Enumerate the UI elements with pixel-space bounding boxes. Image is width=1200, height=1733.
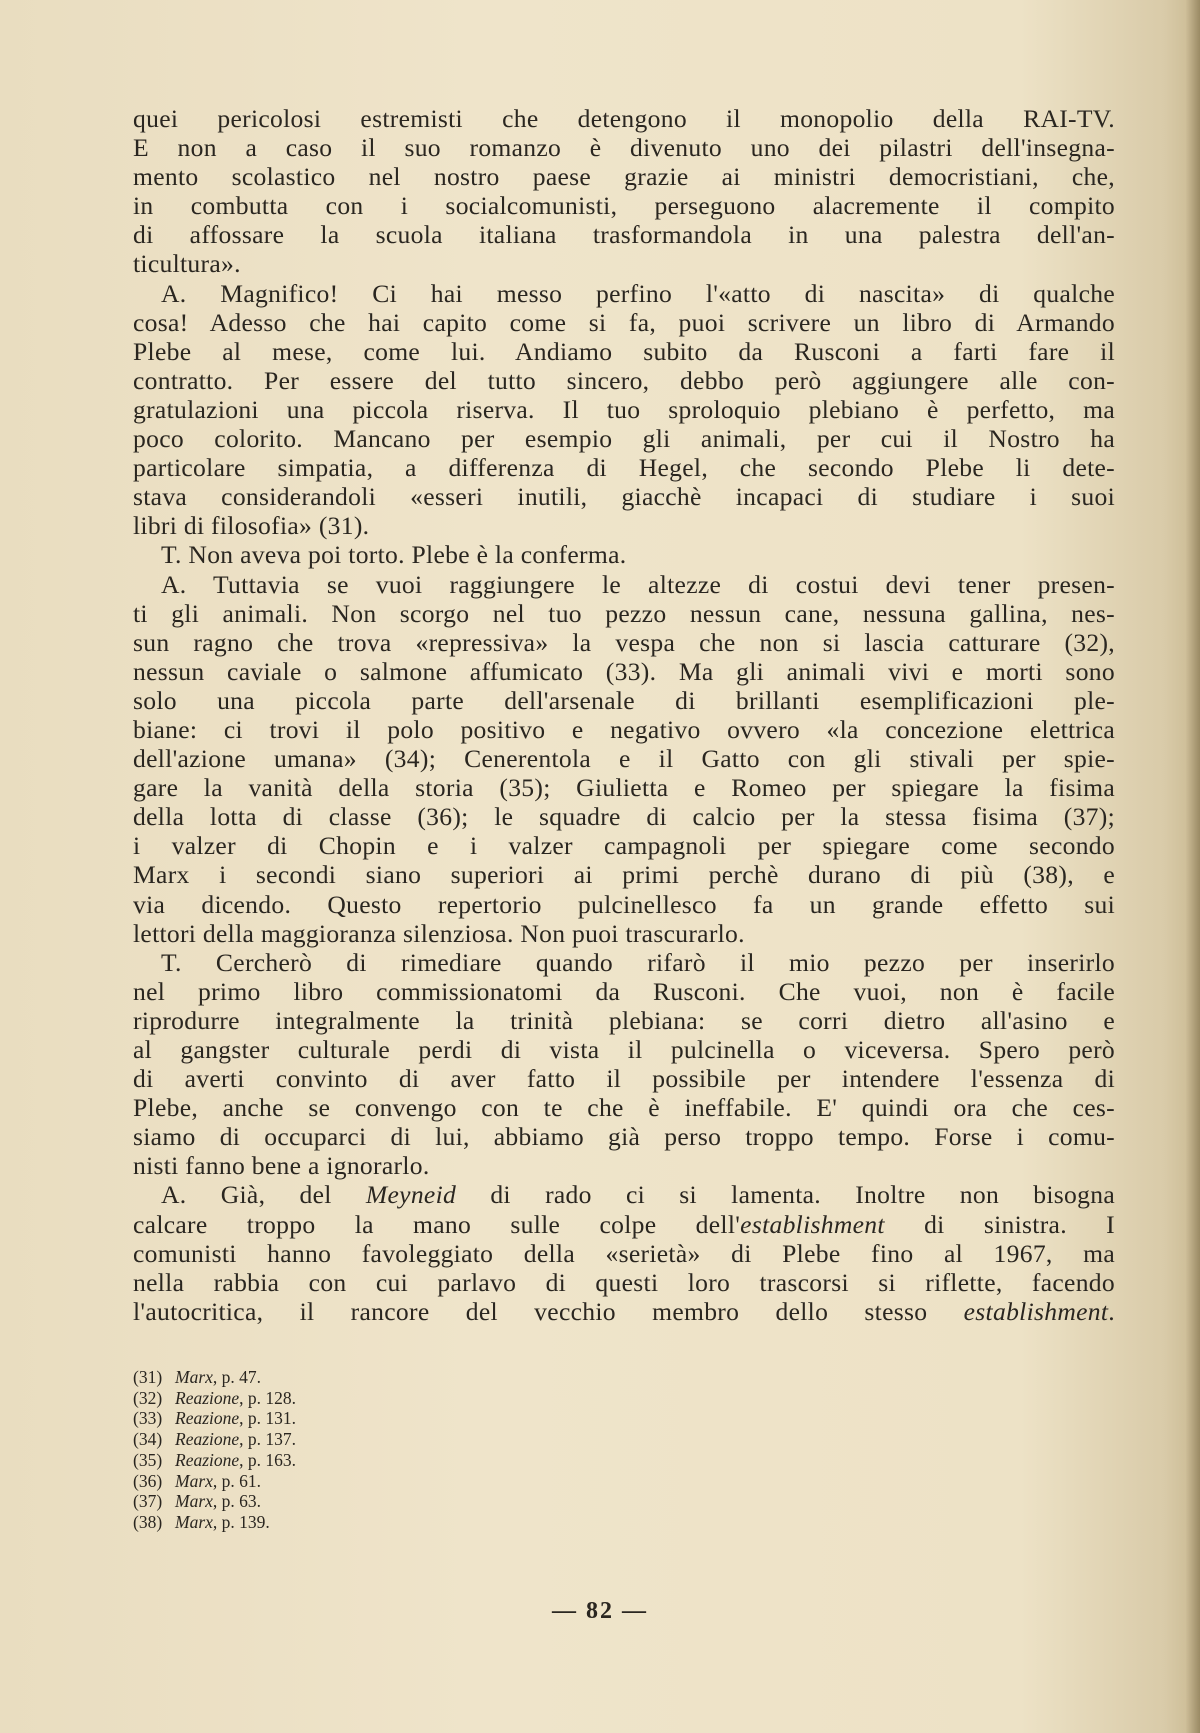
body-line: gare la vanità della storia (35); Giulietta e Romeo per spiegare la fisima [133,773,1115,803]
body-line: E non a caso il suo romanzo è divenuto uno dei pilastri dell'insegna- [133,133,1115,163]
footnote-page: , p. 61. [212,1470,262,1491]
footnote-work: Marx [175,1491,213,1512]
body-line: biane: ci trovi il polo positivo e negativo ovvero «la concezione elettrica [133,714,1115,744]
body-line: gratulazioni una piccola riserva. Il tuo sproloquio plebiano è perfetto, ma [133,394,1115,424]
body-line: dell'azione umana» (34); Cenerentola e il Gatto con gli stivali per spie- [133,744,1115,774]
page-number: — 82 — [552,1598,648,1624]
body-line: solo una piccola parte dell'arsenale di brillanti esemplificazioni ple- [133,685,1115,715]
footnote [133,1491,296,1512]
body-line: ticultura». [133,249,241,279]
body-line: nella rabbia con cui parlavo di questi loro trascorsi si riflette, facendo [133,1267,1115,1297]
body-line: A. Già, del Meyneid di rado ci si lamenta. Inoltre non bisogna [161,1180,1115,1210]
body-line: riprodurre integralmente la trinità plebiana: se corri dietro all'asino e [133,1005,1115,1035]
footnote-page: , p. 163. [239,1449,297,1470]
body-line: contratto. Per essere del tutto sincero, debbo però aggiungere alle con- [133,365,1115,395]
body-line: di affossare la scuola italiana trasformandola in una palestra dell'an- [133,220,1115,250]
footnotes [133,1367,296,1533]
footnote-page: , p. 139. [212,1511,270,1532]
body-line: della lotta di classe (36); le squadre di calcio per la stessa fisima (37); [133,802,1115,832]
body-line: lettori della maggioranza silenziosa. Non puoi trascurarlo. [133,918,745,948]
body-line: T. Non aveva poi torto. Plebe è la conferma. [161,540,627,570]
body-line: sun ragno che trova «repressiva» la vespa che non si lascia catturare (32), [133,627,1115,657]
body-line: comunisti hanno favoleggiato della «serietà» di Plebe fino al 1967, ma [133,1238,1115,1268]
body-line: Marx i secondi siano superiori ai primi perchè durano di più (38), e [133,860,1115,890]
footnote-number: (38) [133,1511,163,1532]
footnote-number: (32) [133,1387,163,1408]
footnote-number: (35) [133,1449,163,1470]
body-line: Plebe al mese, come lui. Andiamo subito da Rusconi a farti fare il [133,336,1115,366]
body-line: Plebe, anche se convengo con te che è ineffabile. E' quindi ora che ces- [133,1093,1115,1123]
footnote-page: , p. 128. [239,1387,297,1408]
footnote [133,1471,296,1492]
footnote-number: (33) [133,1408,163,1429]
body-line: poco colorito. Mancano per esempio gli animali, per cui il Nostro ha [133,424,1115,454]
body-line: quei pericolosi estremisti che detengono il monopolio della RAI-TV. [133,104,1115,133]
body-line: di averti convinto di aver fatto il possibile per intendere l'essenza di [133,1064,1115,1094]
body-line: al gangster culturale perdi di vista il pulcinella o viceversa. Spero però [133,1035,1115,1064]
body-line: nisti fanno bene a ignorarlo. [133,1151,430,1181]
body-line: A. Tuttavia se vuoi raggiungere le altezze di costui devi tener presen- [161,569,1115,599]
footnote-work: Reazione [175,1387,240,1408]
body-line: via dicendo. Questo repertorio pulcinellesco fa un grande effetto sui [133,889,1115,919]
body-line: calcare troppo la mano sulle colpe dell'establishment di sinistra. I [133,1209,1115,1239]
body-line: nessun caviale o salmone affumicato (33). Ma gli animali vivi e morti sono [133,656,1115,686]
footnote-work: Marx [175,1470,213,1491]
body-line: T. Cercherò di rimediare quando rifarò il mio pezzo per inserirlo [161,947,1115,977]
footnote-work: Marx [175,1511,213,1532]
footnote [133,1388,296,1409]
footnote-work: Marx [175,1367,213,1387]
body-line: stava considerandoli «esseri inutili, giacchè incapaci di studiare i suoi [133,482,1115,512]
body-line: i valzer di Chopin e i valzer campagnoli per spiegare come secondo [133,831,1115,861]
footnote [133,1450,296,1471]
footnote-work: Reazione [175,1449,240,1470]
footnote [133,1512,296,1533]
footnote-work: Reazione [175,1429,240,1450]
body-line: mento scolastico nel nostro paese grazie ai ministri democristiani, che, [133,162,1115,192]
body-line: ti gli animali. Non scorgo nel tuo pezzo nessun cane, nessuna gallina, nes- [133,598,1115,628]
footnote-page: , p. 63. [212,1491,262,1512]
footnote-number: (36) [133,1470,163,1491]
body-line: nel primo libro commissionatomi da Rusconi. Che vuoi, non è facile [133,976,1115,1006]
page-edge [1186,0,1200,1733]
footnote-number: (31) [133,1367,163,1387]
body-line: A. Magnifico! Ci hai messo perfino l'«atto di nascita» di qualche [161,278,1115,308]
footnote-page: , p. 47. [212,1367,262,1387]
footnote-number: (37) [133,1491,163,1512]
body-line: libri di filosofia» (31). [133,511,370,541]
footnote-number: (34) [133,1429,163,1450]
body-text [133,104,1115,1326]
body-line: particolare simpatia, a differenza di Hegel, che secondo Plebe li dete- [133,453,1115,483]
body-line: l'autocritica, il rancore del vecchio membro dello stesso establishment. [133,1296,1115,1326]
footnote-work: Reazione [175,1408,240,1429]
body-line: cosa! Adesso che hai capito come si fa, puoi scrivere un libro di Armando [133,307,1115,337]
footnote [133,1408,296,1429]
body-line: in combutta con i socialcomunisti, perseguono alacremente il compito [133,191,1115,221]
footnote [133,1429,296,1450]
body-line: siamo di occuparci di lui, abbiamo già perso troppo tempo. Forse i comu- [133,1122,1115,1152]
footnote [133,1367,296,1388]
footnote-page: , p. 137. [239,1429,297,1450]
footnote-page: , p. 131. [239,1408,297,1429]
